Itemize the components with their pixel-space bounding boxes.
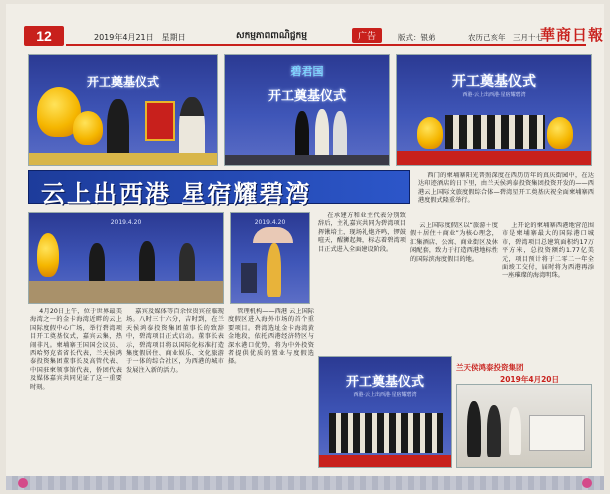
stage-floor [29, 153, 217, 165]
signature-date: 2019年4月20日 [500, 375, 560, 384]
photo-date-stamp: 2019.4.20 [110, 219, 142, 226]
lion-dance-figure [73, 111, 103, 145]
company-signature: 兰天侯鸿泰投资集团 [456, 363, 524, 372]
guest-figure [509, 407, 521, 455]
khmer-section-title: សកម្មភាពពាណិជ្ជកម្ម [236, 31, 307, 41]
red-carpet [397, 151, 591, 165]
section-badge: 广告 [352, 28, 382, 43]
guests-lineup [445, 115, 545, 149]
photo-date-stamp: 2019.4.20 [254, 219, 286, 226]
footer-flower-icon [18, 478, 28, 488]
footer-flower-icon [582, 478, 592, 488]
guest-figure [315, 109, 329, 159]
article-column-5: 云上国际度假区以“旅游＋度假＋居住＋商业”为核心理念，汇集酒店、公寓、商业街区及休闲配套，致力于打造西港地标性的国际滨海度假目的地。 [410, 222, 498, 263]
lunar-date: 农历己亥年 三月十七 [468, 33, 543, 42]
podium [241, 263, 257, 293]
guest-figure [179, 243, 195, 283]
article-column-6: 上开论的柬埔寨西港地营范围市是柬埔寨最大的国际港口城市，碧湾项目总建筑面积约17万平方米，总投资额约1.77亿美元，项目预计将于二零二一年全面竣工交付，届时将为西港再添一座璀璨的海湾明珠。 [502, 222, 594, 280]
article-headline: 云上出西港 星宿耀碧湾 [41, 180, 312, 208]
soil-mound [29, 281, 223, 303]
photo-stage-guests [224, 54, 390, 166]
page-number: 12 [24, 26, 64, 46]
editor-credit: 版式：银弟 [398, 33, 436, 42]
article-headline-bar [28, 170, 410, 208]
host-figure [267, 243, 281, 297]
guest-figure [89, 243, 105, 283]
page-footer [6, 476, 604, 490]
photo-project-model [456, 384, 592, 468]
article-column-4: 在承建方和业主代表分别致辞后，主礼嘉宾共同为碧湾项目挥锹培土，现场礼炮齐鸣，锣鼓喧天，醒狮起舞，标志着碧湾项目正式进入全面建设阶段。 [318, 212, 406, 253]
photo-group-ceremony [396, 54, 592, 166]
umbrella [253, 227, 293, 243]
stage-banner-title: 开工奠基仪式 [86, 75, 159, 89]
article-column-3: 管理机构——西港 云上国际度假区进入海外市场的首个重要项目。碧湾选址金卡海湾黄金地段，依托西港经济特区与深水港口优势，将为中外投资者提供优质的置业与度假选择。 [228, 308, 314, 366]
masthead: 華商日報 [540, 26, 604, 44]
guest-figure [487, 405, 501, 457]
official-figure [107, 99, 129, 159]
stage-banner-top: 碧君国 [290, 65, 324, 78]
page-header [6, 4, 604, 48]
guest-figure [467, 401, 481, 457]
guest-figure [333, 111, 347, 159]
lion-dance-figure [547, 117, 573, 149]
article-column-1: 4月20日上午，位于世界最美海湾之一的金卡海湾近畔的云上国际度假中心广场，举行碧湾项目开工奠基仪式，嘉宾云集，热闹非凡。柬埔寨王国国会议员、西哈努克省省长代表，兰天侯鸿泰投资集团董事长及高管代表、中国驻柬领事馆代表，侨团代表及媒体嘉宾共同见证了这一重要时刻。 [30, 308, 122, 391]
red-plaque [145, 101, 175, 141]
guest-figure [139, 241, 155, 283]
stage-floor [225, 155, 389, 165]
guest-figure [295, 111, 309, 159]
photo-ceremony-banner [318, 356, 452, 468]
stage-banner-subtitle: 西港·云上出西港·星宿耀碧湾 [462, 92, 526, 98]
red-carpet [319, 455, 451, 467]
photo-groundbreaking [28, 212, 224, 304]
newspaper-page [6, 4, 604, 490]
stage-banner-subtitle: 西港·云上出西港·星宿耀碧湾 [353, 392, 417, 398]
official-figure [179, 97, 205, 161]
photo-host-umbrella [230, 212, 310, 304]
photo-lion-dance [28, 54, 218, 166]
article-column-2: 嘉宾及媒体等百余位贵宾莅临现场。八时三十六分，吉时到，在兰天侯鸿泰投资集团董事长的致辞中，碧湾项目正式启动。董事长表示，碧湾项目将以国际化标准打造集度假居住、商业娱乐、文化旅游于一体的综合社区，为西港的城市发展注入新的活力。 [126, 308, 224, 374]
issue-date: 2019年4月21日 星期日 [94, 33, 186, 42]
stage-banner-title: 开工奠基仪式 [452, 74, 536, 90]
guests-lineup [329, 413, 443, 453]
stage-banner-title: 开工奠基仪式 [345, 375, 424, 390]
header-rule [66, 44, 586, 46]
lion-dance-figure [37, 233, 59, 277]
architecture-model [529, 415, 585, 451]
stage-banner-title: 开工奠基仪式 [267, 89, 346, 104]
lion-dance-figure [417, 117, 443, 149]
article-lead: 西门的柬埔寨阳光普照深度在西历历年的真庆街园中，在达达印迹酒店的日下里，由兰天侯鸿泰投资集团投资开发的——西港云上国际文旅度假综合体—碧湾星开工奠基庆祝全面柬埔寨西港度假式隆重举行。 [418, 172, 594, 205]
